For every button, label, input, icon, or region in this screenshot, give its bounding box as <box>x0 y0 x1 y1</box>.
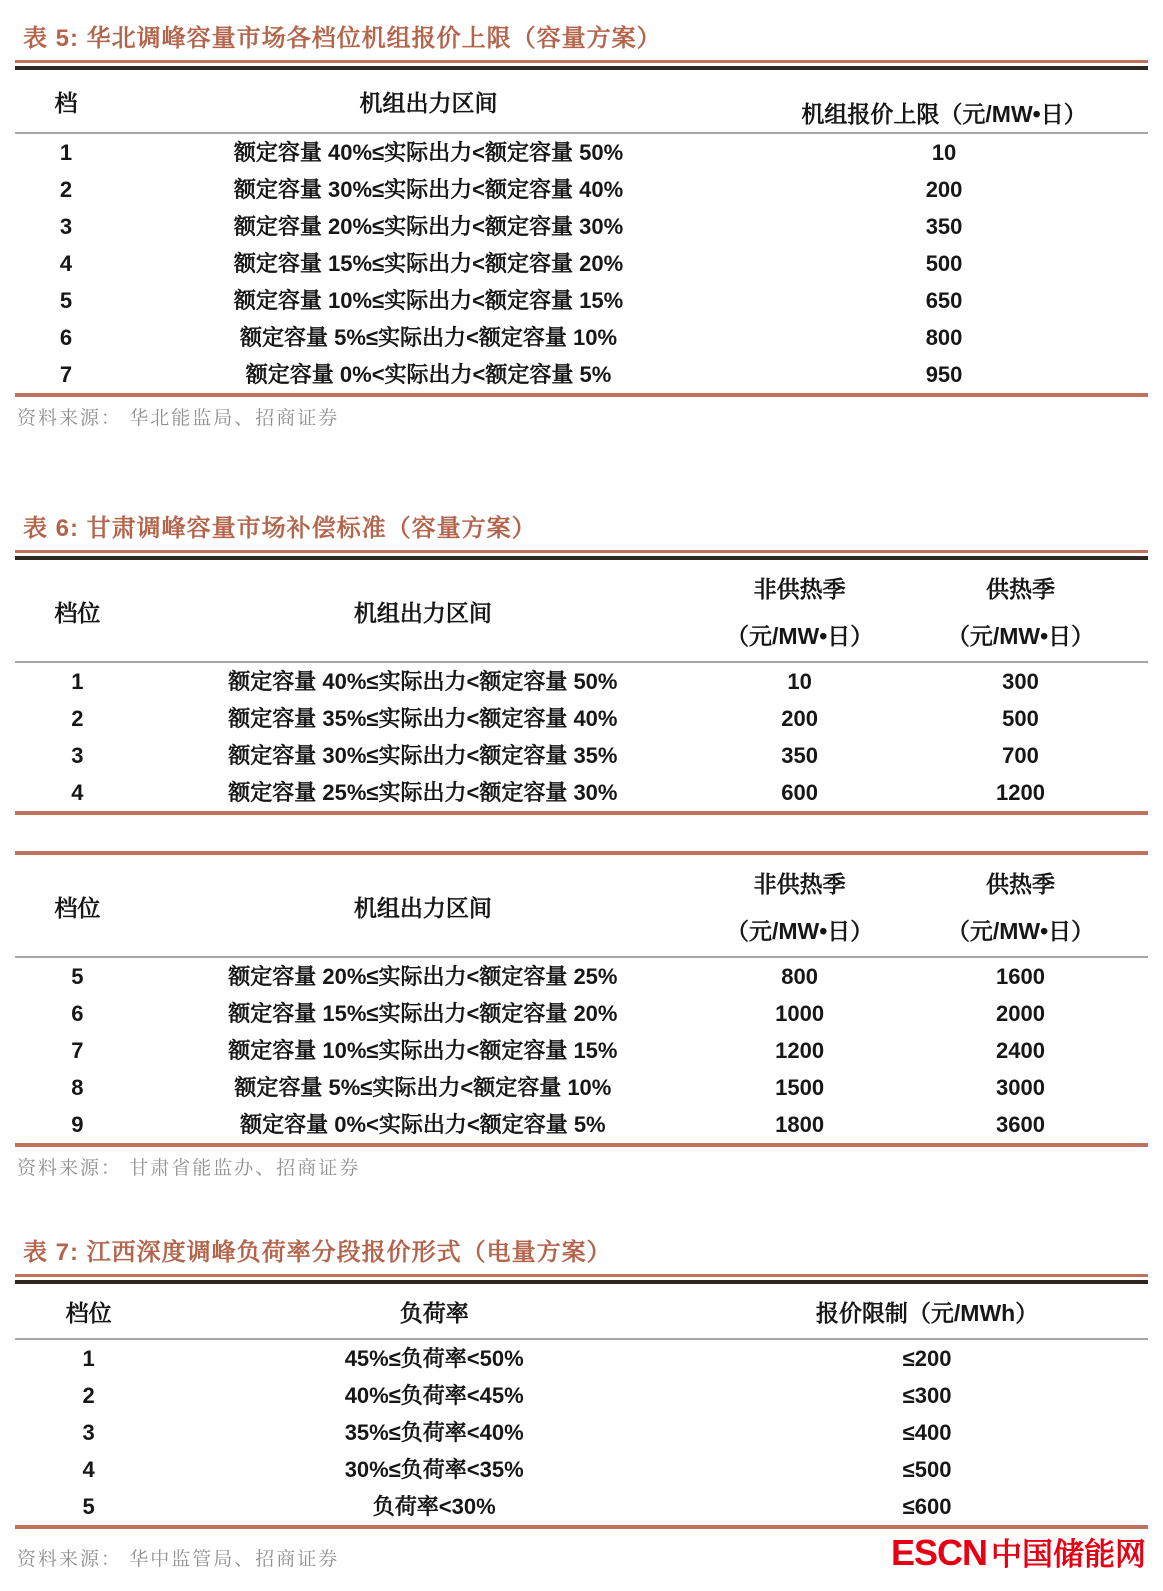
table-cell: 5 <box>82 1494 95 1519</box>
data-table <box>15 66 1148 397</box>
table6-part2 <box>15 851 1148 1147</box>
table-cell: 9 <box>71 1112 84 1137</box>
table-row <box>15 1488 1148 1527</box>
table-cell: 600 <box>781 780 818 805</box>
header-row <box>15 1282 1148 1339</box>
table-row <box>15 995 1148 1032</box>
table-cell: 额定容量 5%≤实际出力<额定容量 10% <box>234 1075 612 1100</box>
column-header: 档位 <box>15 1282 162 1339</box>
table-cell: 3 <box>82 1420 95 1445</box>
column-header: 档 <box>15 68 117 133</box>
table-cell: ≤600 <box>902 1494 952 1519</box>
table-cell: 4 <box>82 1457 95 1482</box>
table-cell: ≤400 <box>902 1420 952 1445</box>
table5-source: 资料来源： 华北能监局、招商证券 <box>17 408 340 429</box>
table-cell: 3 <box>59 214 73 239</box>
table-cell: 额定容量 35%≤实际出力<额定容量 40% <box>228 706 618 731</box>
table6-section <box>15 502 1148 1180</box>
table-cell: 300 <box>1002 669 1039 694</box>
table-cell: 2000 <box>996 1001 1045 1026</box>
table6-part1 <box>15 556 1148 815</box>
table-cell: 额定容量 15%≤实际出力<额定容量 20% <box>233 251 624 276</box>
table-row <box>15 1451 1148 1488</box>
data-table <box>15 851 1148 1147</box>
table-cell: 额定容量 10%≤实际出力<额定容量 15% <box>233 288 624 313</box>
spacer <box>15 430 1148 502</box>
table-cell: 额定容量 20%≤实际出力<额定容量 30% <box>233 214 624 239</box>
table-cell: ≤300 <box>902 1383 952 1408</box>
table-cell: 500 <box>1002 706 1039 731</box>
table-cell: 350 <box>925 214 963 239</box>
table-cell: 800 <box>925 325 963 350</box>
table-cell: 负荷率<30% <box>372 1494 496 1519</box>
table-cell: 35%≤负荷率<40% <box>344 1420 524 1445</box>
table-row <box>15 1339 1148 1377</box>
table-row <box>15 245 1148 282</box>
header-row <box>15 68 1148 133</box>
column-header: 机组出力区间 <box>140 558 707 662</box>
table-cell: 1 <box>82 1346 95 1371</box>
escn-logo-en: ESCN <box>890 1532 987 1573</box>
table-row <box>15 208 1148 245</box>
column-header: 非供热季 （元/MW•日） <box>706 558 893 662</box>
column-header: 档位 <box>15 853 140 957</box>
column-header: 负荷率 <box>162 1282 706 1339</box>
table-cell: 1200 <box>996 780 1045 805</box>
table-row <box>15 282 1148 319</box>
column-header: 供热季 （元/MW•日） <box>893 853 1148 957</box>
table-row <box>15 957 1148 995</box>
table-cell: 额定容量 25%≤实际出力<额定容量 30% <box>228 780 618 805</box>
table-cell: 1800 <box>775 1112 825 1137</box>
table-row <box>15 774 1148 813</box>
escn-logo-cn: 中国储能网 <box>991 1537 1146 1572</box>
table-cell: 4 <box>59 251 73 276</box>
table-cell: 950 <box>925 362 963 387</box>
table-cell: 10 <box>931 140 957 165</box>
table7-source: 资料来源： 华中监管局、招商证券 <box>17 1549 340 1570</box>
table-row <box>15 737 1148 774</box>
table-cell: 额定容量 0%<实际出力<额定容量 5% <box>245 362 612 387</box>
table-cell: 额定容量 30%≤实际出力<额定容量 35% <box>228 743 618 768</box>
column-header: 机组出力区间 <box>140 853 707 957</box>
table7 <box>15 1280 1148 1529</box>
table-cell: 3600 <box>996 1112 1045 1137</box>
table-cell: 40%≤负荷率<45% <box>344 1383 524 1408</box>
spacer <box>15 1180 1148 1226</box>
escn-logo <box>890 1532 1148 1573</box>
table5 <box>15 66 1148 397</box>
table-cell: 3 <box>71 743 84 768</box>
column-header: 报价限制（元/MWh） <box>706 1282 1148 1339</box>
table-cell: 500 <box>925 251 963 276</box>
table-cell: 1500 <box>775 1075 825 1100</box>
table5-section <box>15 12 1148 430</box>
table-row <box>15 1032 1148 1069</box>
table-cell: 7 <box>71 1038 84 1063</box>
table-row <box>15 1069 1148 1106</box>
column-header: 档位 <box>15 558 140 662</box>
table-cell: 3000 <box>996 1075 1045 1100</box>
table-cell: 10 <box>787 669 812 694</box>
table7-title: 表 7: 江西深度调峰负荷率分段报价形式（电量方案） <box>15 1226 1148 1277</box>
table-row <box>15 1377 1148 1414</box>
table-cell: 额定容量 40%≤实际出力<额定容量 50% <box>233 140 624 165</box>
table-cell: 额定容量 20%≤实际出力<额定容量 25% <box>228 964 618 989</box>
table-cell: 200 <box>925 177 963 202</box>
table-cell: 800 <box>781 964 818 989</box>
data-table <box>15 1280 1148 1529</box>
table5-title: 表 5: 华北调峰容量市场各档位机组报价上限（容量方案） <box>15 12 1148 63</box>
table-row <box>15 319 1148 356</box>
header-row <box>15 558 1148 662</box>
table-cell: 额定容量 30%≤实际出力<额定容量 40% <box>233 177 624 202</box>
table-row <box>15 700 1148 737</box>
table-row <box>15 133 1148 171</box>
column-header: 供热季 （元/MW•日） <box>893 558 1148 662</box>
table-cell: ≤500 <box>902 1457 952 1482</box>
table-cell: 4 <box>71 780 84 805</box>
table-row <box>15 171 1148 208</box>
table6-source: 资料来源： 甘肃省能监办、招商证券 <box>17 1158 361 1179</box>
table-row <box>15 1106 1148 1145</box>
table-cell: 额定容量 0%<实际出力<额定容量 5% <box>240 1112 606 1137</box>
table-cell: 额定容量 10%≤实际出力<额定容量 15% <box>228 1038 618 1063</box>
table-cell: 6 <box>59 325 73 350</box>
table-row <box>15 356 1148 395</box>
table-cell: 1 <box>59 140 73 165</box>
table-cell: 6 <box>71 1001 84 1026</box>
table-cell: 30%≤负荷率<35% <box>344 1457 524 1482</box>
table-cell: 1 <box>71 669 84 694</box>
table-cell: 1000 <box>775 1001 825 1026</box>
table-cell: 2 <box>59 177 73 202</box>
table7-section <box>15 1226 1148 1571</box>
table-cell: 5 <box>71 964 84 989</box>
column-header: 非供热季 （元/MW•日） <box>706 853 893 957</box>
table-cell: 1600 <box>996 964 1045 989</box>
data-table <box>15 556 1148 815</box>
footer-row <box>15 1532 1148 1573</box>
header-row <box>15 853 1148 957</box>
table-row <box>15 662 1148 700</box>
table-cell: 5 <box>59 288 73 313</box>
table-cell: 1200 <box>775 1038 825 1063</box>
table-cell: 200 <box>781 706 818 731</box>
table-cell: 2400 <box>996 1038 1045 1063</box>
column-header: 机组出力区间 <box>117 68 740 133</box>
table-cell: 350 <box>781 743 818 768</box>
table-cell: 8 <box>71 1075 84 1100</box>
table-cell: 额定容量 15%≤实际出力<额定容量 20% <box>228 1001 618 1026</box>
table-cell: 7 <box>59 362 73 387</box>
table-cell: 2 <box>82 1383 95 1408</box>
table-cell: 额定容量 5%≤实际出力<额定容量 10% <box>240 325 618 350</box>
table-row <box>15 1414 1148 1451</box>
spacer <box>15 815 1148 848</box>
table-cell: 2 <box>71 706 84 731</box>
table-cell: 45%≤负荷率<50% <box>344 1346 524 1371</box>
column-header: 机组报价上限（元/MW•日） <box>740 68 1148 133</box>
table-cell: 650 <box>925 288 963 313</box>
table6-title: 表 6: 甘肃调峰容量市场补偿标准（容量方案） <box>15 502 1148 553</box>
table-cell: 700 <box>1002 743 1039 768</box>
table-cell: 额定容量 40%≤实际出力<额定容量 50% <box>228 669 618 694</box>
table-cell: ≤200 <box>902 1346 952 1371</box>
